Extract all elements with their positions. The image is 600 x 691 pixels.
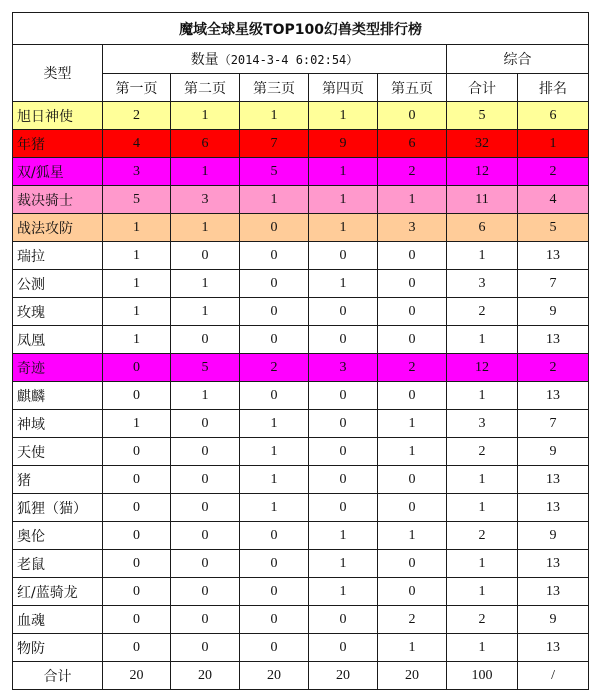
page-count-cell: 1: [240, 102, 309, 130]
row-total: 1: [447, 326, 518, 354]
table-body: [13, 102, 589, 662]
row-rank: 9: [518, 522, 589, 550]
page-count-cell: 1: [309, 186, 378, 214]
row-total: 1: [447, 466, 518, 494]
page-count-cell: 0: [240, 270, 309, 298]
page-count-cell: 3: [171, 186, 240, 214]
row-type-name: 猪: [13, 466, 103, 494]
page-count-cell: 0: [378, 270, 447, 298]
row-type-name: 血魂: [13, 606, 103, 634]
page-count-cell: 0: [103, 382, 171, 410]
table-row: [13, 438, 589, 466]
page-count-cell: 0: [309, 634, 378, 662]
row-total: 1: [447, 578, 518, 606]
row-rank: 9: [518, 606, 589, 634]
table-row: [13, 242, 589, 270]
page-count-cell: 1: [171, 214, 240, 242]
ranking-table: [12, 12, 589, 690]
footer-total: 100: [447, 662, 518, 690]
table-row: [13, 466, 589, 494]
row-type-name: 双/狐星: [13, 158, 103, 186]
page-count-cell: 0: [240, 326, 309, 354]
page-count-cell: 1: [171, 102, 240, 130]
row-rank: 4: [518, 186, 589, 214]
row-rank: 13: [518, 550, 589, 578]
row-rank: 13: [518, 466, 589, 494]
page-count-cell: 0: [103, 466, 171, 494]
page-count-cell: 2: [103, 102, 171, 130]
table-row: [13, 578, 589, 606]
page-count-cell: 0: [309, 438, 378, 466]
page-count-cell: 0: [171, 494, 240, 522]
page-count-cell: 1: [309, 550, 378, 578]
table-row: [13, 382, 589, 410]
page-1-header: 第一页: [103, 74, 171, 102]
page-count-cell: 6: [171, 130, 240, 158]
table-row: [13, 214, 589, 242]
page-count-cell: 0: [378, 578, 447, 606]
row-total: 1: [447, 634, 518, 662]
type-header: 类型: [13, 45, 103, 102]
row-type-name: 奇迹: [13, 354, 103, 382]
page-count-cell: 0: [103, 438, 171, 466]
page-count-cell: 7: [240, 130, 309, 158]
page-count-cell: 1: [378, 438, 447, 466]
row-rank: 2: [518, 158, 589, 186]
page-count-cell: 1: [171, 270, 240, 298]
page-5-header: 第五页: [378, 74, 447, 102]
row-total: 1: [447, 382, 518, 410]
row-total: 11: [447, 186, 518, 214]
page-count-cell: 0: [309, 382, 378, 410]
page-count-cell: 0: [240, 382, 309, 410]
page-count-cell: 1: [171, 382, 240, 410]
page-count-cell: 0: [378, 550, 447, 578]
row-rank: 13: [518, 242, 589, 270]
table-row: [13, 634, 589, 662]
footer-value: 20: [103, 662, 171, 690]
page-count-cell: 3: [309, 354, 378, 382]
page-count-cell: 1: [309, 158, 378, 186]
row-type-name: 旭日神使: [13, 102, 103, 130]
row-total: 3: [447, 270, 518, 298]
page-count-cell: 0: [103, 354, 171, 382]
page-count-cell: 1: [309, 270, 378, 298]
row-rank: 13: [518, 326, 589, 354]
table-row: [13, 186, 589, 214]
table-row: [13, 326, 589, 354]
row-rank: 13: [518, 382, 589, 410]
row-type-name: 奥伦: [13, 522, 103, 550]
page-count-cell: 0: [103, 634, 171, 662]
page-count-cell: 1: [309, 214, 378, 242]
page-count-cell: 0: [171, 410, 240, 438]
row-type-name: 天使: [13, 438, 103, 466]
row-total: 2: [447, 522, 518, 550]
page-count-cell: 0: [171, 634, 240, 662]
row-type-name: 红/蓝骑龙: [13, 578, 103, 606]
row-type-name: 战法攻防: [13, 214, 103, 242]
page-count-cell: 1: [171, 298, 240, 326]
page-count-cell: 1: [378, 522, 447, 550]
table-row: [13, 410, 589, 438]
page-count-cell: 0: [240, 606, 309, 634]
row-total: 2: [447, 438, 518, 466]
page-count-cell: 1: [103, 326, 171, 354]
page-count-cell: 1: [103, 214, 171, 242]
count-header: [103, 45, 447, 74]
row-total: 32: [447, 130, 518, 158]
page-count-cell: 1: [240, 466, 309, 494]
page-count-cell: 1: [378, 634, 447, 662]
page-count-cell: 0: [103, 606, 171, 634]
page-count-cell: 0: [171, 242, 240, 270]
page-count-cell: 2: [378, 158, 447, 186]
page-count-cell: 0: [103, 522, 171, 550]
table-row: [13, 606, 589, 634]
page-count-cell: 1: [171, 158, 240, 186]
page-count-cell: 1: [103, 410, 171, 438]
row-type-name: 裁决骑士: [13, 186, 103, 214]
row-total: 12: [447, 354, 518, 382]
row-type-name: 老鼠: [13, 550, 103, 578]
page-count-cell: 0: [309, 410, 378, 438]
row-type-name: 凤凰: [13, 326, 103, 354]
page-count-cell: 0: [240, 214, 309, 242]
page-count-cell: 1: [309, 522, 378, 550]
page-count-cell: 0: [240, 634, 309, 662]
table-row: [13, 522, 589, 550]
page-count-cell: 1: [103, 242, 171, 270]
page-count-cell: 0: [378, 242, 447, 270]
page-count-cell: 0: [309, 298, 378, 326]
page-count-cell: 1: [103, 298, 171, 326]
row-total: 1: [447, 242, 518, 270]
page-count-cell: 4: [103, 130, 171, 158]
page-count-cell: 3: [103, 158, 171, 186]
row-rank: 2: [518, 354, 589, 382]
row-total: 2: [447, 606, 518, 634]
total-header: 合计: [447, 74, 518, 102]
row-type-name: 神域: [13, 410, 103, 438]
footer-value: 20: [240, 662, 309, 690]
timestamp: （2014-3-4 6:02:54）: [218, 53, 359, 67]
page-count-cell: 1: [309, 102, 378, 130]
table-row: [13, 298, 589, 326]
row-rank: 9: [518, 298, 589, 326]
row-total: 5: [447, 102, 518, 130]
page-count-cell: 0: [309, 326, 378, 354]
row-type-name: 麒麟: [13, 382, 103, 410]
table-row: [13, 354, 589, 382]
row-rank: 1: [518, 130, 589, 158]
page-count-cell: 0: [309, 606, 378, 634]
table-row: [13, 270, 589, 298]
page-4-header: 第四页: [309, 74, 378, 102]
footer-value: 20: [378, 662, 447, 690]
page-count-cell: 1: [240, 494, 309, 522]
page-count-cell: 0: [103, 494, 171, 522]
page-count-cell: 9: [309, 130, 378, 158]
row-rank: 5: [518, 214, 589, 242]
page-count-cell: 0: [103, 578, 171, 606]
row-total: 3: [447, 410, 518, 438]
page-3-header: 第三页: [240, 74, 309, 102]
row-type-name: 瑞拉: [13, 242, 103, 270]
page-count-cell: 0: [240, 550, 309, 578]
page-count-cell: 0: [171, 326, 240, 354]
page-count-cell: 1: [378, 410, 447, 438]
row-total: 1: [447, 550, 518, 578]
row-total: 2: [447, 298, 518, 326]
page-count-cell: 1: [378, 186, 447, 214]
table-row: [13, 102, 589, 130]
row-type-name: 玫瑰: [13, 298, 103, 326]
page-count-cell: 0: [171, 578, 240, 606]
page-count-cell: 0: [240, 522, 309, 550]
page-count-cell: 6: [378, 130, 447, 158]
page-count-cell: 3: [378, 214, 447, 242]
ranking-sheet: [12, 12, 588, 684]
row-rank: 13: [518, 578, 589, 606]
page-count-cell: 2: [240, 354, 309, 382]
page-count-cell: 5: [171, 354, 240, 382]
page-count-cell: 1: [240, 186, 309, 214]
row-total: 1: [447, 494, 518, 522]
page-count-cell: 0: [103, 550, 171, 578]
page-count-cell: 0: [171, 438, 240, 466]
footer-rank: /: [518, 662, 589, 690]
row-type-name: 公测: [13, 270, 103, 298]
table-row: [13, 158, 589, 186]
page-2-header: 第二页: [171, 74, 240, 102]
row-rank: 13: [518, 634, 589, 662]
table-row: [13, 494, 589, 522]
row-total: 6: [447, 214, 518, 242]
page-count-cell: 0: [171, 550, 240, 578]
page-count-cell: 0: [378, 326, 447, 354]
page-count-cell: 5: [103, 186, 171, 214]
page-count-cell: 0: [309, 242, 378, 270]
page-count-cell: 5: [240, 158, 309, 186]
page-count-cell: 0: [240, 242, 309, 270]
page-count-cell: 0: [378, 298, 447, 326]
row-rank: 7: [518, 410, 589, 438]
footer-row: [13, 662, 589, 690]
page-count-cell: 1: [309, 578, 378, 606]
page-count-cell: 0: [240, 578, 309, 606]
table-title: 魔域全球星级TOP100幻兽类型排行榜: [13, 13, 589, 45]
page-count-cell: 1: [240, 410, 309, 438]
page-count-cell: 0: [171, 606, 240, 634]
page-count-cell: 0: [309, 494, 378, 522]
page-count-cell: 2: [378, 606, 447, 634]
rank-header: 排名: [518, 74, 589, 102]
row-rank: 7: [518, 270, 589, 298]
footer-label: 合计: [13, 662, 103, 690]
row-total: 12: [447, 158, 518, 186]
page-count-cell: 0: [171, 466, 240, 494]
row-rank: 13: [518, 494, 589, 522]
page-count-cell: 1: [240, 438, 309, 466]
page-count-cell: 0: [171, 522, 240, 550]
page-count-cell: 1: [103, 270, 171, 298]
page-count-cell: 0: [378, 494, 447, 522]
page-count-cell: 2: [378, 354, 447, 382]
page-count-cell: 0: [240, 298, 309, 326]
row-type-name: 物防: [13, 634, 103, 662]
page-count-cell: 0: [309, 466, 378, 494]
row-rank: 9: [518, 438, 589, 466]
footer-value: 20: [309, 662, 378, 690]
row-rank: 6: [518, 102, 589, 130]
page-count-cell: 0: [378, 382, 447, 410]
table-row: [13, 130, 589, 158]
row-type-name: 狐狸（猫）: [13, 494, 103, 522]
page-count-cell: 0: [378, 466, 447, 494]
count-label: 数量: [190, 52, 219, 68]
footer-value: 20: [171, 662, 240, 690]
row-type-name: 年猪: [13, 130, 103, 158]
summary-header: 综合: [447, 45, 589, 74]
table-row: [13, 550, 589, 578]
page-count-cell: 0: [378, 102, 447, 130]
